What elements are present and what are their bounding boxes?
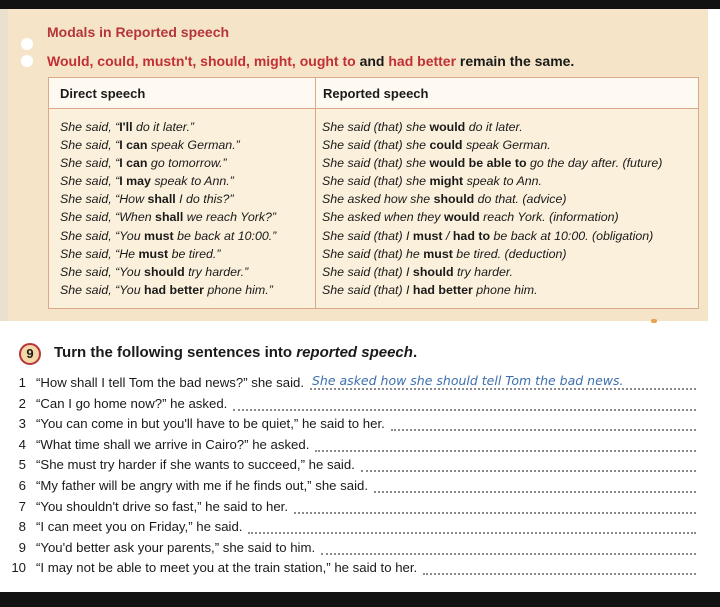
exercise-number-badge: 9 (19, 343, 41, 365)
table-row (49, 120, 698, 138)
modal-verb: I'll (119, 120, 133, 134)
table-row (49, 156, 698, 174)
item-number: 9 (18, 539, 26, 555)
direct-speech-cell: She said, “You must be back at 10:00.” (60, 228, 277, 243)
modal-verb: could (429, 138, 463, 153)
item-sentence: “She must try harder if she wants to succeed,” he said. (36, 457, 355, 473)
exercise-instruction: Turn the following sentences into reported speech. (54, 344, 418, 361)
modal-verb: must (412, 228, 443, 243)
item-sentence: “You can come in but you'll have to be quiet,” he said to her. (36, 416, 385, 432)
answer-line[interactable] (391, 429, 696, 431)
grammar-reference-box (8, 9, 708, 321)
item-sentence: “How shall I tell Tom the bad news?” she said. (36, 375, 305, 390)
modal-verb: might (429, 174, 464, 189)
bullet-icon (21, 38, 33, 50)
reported-speech-cell: She asked when they would reach York. (information) (322, 210, 619, 225)
modal-verb: must (138, 246, 169, 261)
answer-line[interactable] (321, 553, 696, 555)
direct-speech-cell: She said, “I'll do it later.” (60, 120, 195, 134)
modal-verb: would (429, 120, 466, 134)
reported-speech-cell: She said (that) she could speak German. (322, 138, 551, 153)
exercise-item (0, 395, 720, 416)
exercise-item (0, 477, 720, 498)
answer-line[interactable] (294, 512, 696, 514)
exercise-item (0, 518, 720, 539)
direct-speech-cell: She said, “You should try harder.” (60, 264, 249, 279)
item-number: 1 (18, 375, 26, 390)
modal-verb: had better (144, 282, 204, 297)
table-row (49, 138, 698, 156)
bottom-dark-border (0, 592, 720, 607)
direct-speech-cell: She said, “I may speak to Ann.” (60, 174, 234, 189)
exercise-item (0, 374, 720, 395)
reported-speech-cell: She said (that) he must be tired. (deduction) (322, 246, 567, 261)
handwritten-answer: She asked how she should tell Tom the bad news. (312, 373, 624, 388)
item-number: 5 (18, 457, 26, 473)
answer-line[interactable] (248, 532, 696, 534)
reported-speech-cell: She said (that) I should try harder. (322, 264, 513, 279)
modal-verb: must (144, 228, 174, 243)
modal-verb: should (433, 192, 475, 207)
modal-verb: should (144, 264, 185, 279)
table-row (49, 192, 698, 210)
table-row (49, 174, 698, 192)
modal-verb: I may (119, 174, 151, 189)
modal-verb: shall (147, 192, 176, 207)
table-header (49, 78, 698, 109)
reported-speech-cell: She asked how she should do that. (advice) (322, 192, 567, 207)
top-dark-border (0, 0, 720, 9)
table-row (49, 247, 698, 265)
item-number: 7 (18, 498, 26, 514)
modal-verb: had better (412, 282, 473, 297)
direct-speech-cell: She said, “He must be tired.” (60, 246, 221, 261)
reported-speech-cell: She said (that) she might speak to Ann. (322, 174, 542, 189)
modal-verb: had to (452, 228, 491, 243)
item-number: 3 (18, 416, 26, 432)
rule-segment: and (355, 53, 389, 69)
item-sentence: “What time shall we arrive in Cairo?” he asked. (36, 436, 310, 452)
item-sentence: “I may not be able to meet you at the train station,” he said to her. (36, 560, 418, 576)
header-direct-speech: Direct speech (60, 86, 146, 101)
rule-segment: remain the same. (456, 53, 575, 69)
direct-speech-cell: She said, “When shall we reach York?” (60, 210, 277, 225)
answer-line[interactable] (423, 573, 696, 575)
decorative-mark (651, 319, 657, 323)
reference-title: Modals in Reported speech (47, 24, 230, 40)
exercise-item (0, 539, 720, 560)
exercise-item (0, 436, 720, 457)
modal-verb: must (423, 246, 453, 261)
modals-table (48, 77, 699, 309)
modal-verb: I can (119, 138, 148, 153)
item-sentence: “Can I go home now?” he asked. (36, 395, 228, 411)
answer-line[interactable] (233, 409, 696, 411)
exercise-list (0, 374, 720, 580)
modal-verb: would (443, 210, 480, 225)
modal-verb: would be able to (429, 156, 527, 171)
exercise-item (0, 559, 720, 580)
table-row (49, 283, 698, 301)
answer-line[interactable] (315, 450, 696, 452)
direct-speech-cell: She said, “I can go tomorrow.” (60, 156, 227, 171)
table-row (49, 229, 698, 247)
reported-speech-cell: She said (that) she would do it later. (322, 120, 523, 134)
answer-line[interactable] (361, 470, 696, 472)
item-number: 2 (18, 395, 26, 411)
reference-rule (47, 53, 574, 69)
item-sentence: “You'd better ask your parents,” she said to him. (36, 539, 316, 555)
rule-segment: Would, could, mustn't, should, might, ought to (47, 53, 356, 69)
rule-segment: had better (388, 53, 457, 69)
exercise-item (0, 415, 720, 436)
direct-speech-cell: She said, “I can speak German.” (60, 138, 240, 153)
item-sentence: “I can meet you on Friday,” he said. (36, 519, 243, 535)
item-number: 6 (18, 477, 26, 493)
table-row (49, 265, 698, 283)
table-rows (49, 120, 698, 301)
table-row (49, 210, 698, 228)
direct-speech-cell: She said, “You had better phone him.” (60, 282, 273, 297)
header-reported-speech: Reported speech (323, 86, 429, 101)
bullet-icon (21, 55, 33, 67)
reported-speech-cell: She said (that) I must / had to be back at 10:00. (obligation) (322, 228, 654, 243)
modal-verb: shall (155, 210, 184, 225)
reported-speech-cell: She said (that) I had better phone him. (322, 282, 538, 297)
answer-line[interactable] (374, 491, 696, 493)
item-number: 4 (18, 436, 26, 452)
item-number: 10 (11, 560, 26, 576)
modal-verb: I can (119, 156, 148, 171)
exercise-item (0, 456, 720, 477)
direct-speech-cell: She said, “How shall I do this?” (60, 192, 234, 207)
modal-verb: should (412, 264, 454, 279)
page-edge (0, 9, 8, 321)
reported-speech-cell: She said (that) she would be able to go the day after. (future) (322, 156, 663, 171)
exercise-item (0, 498, 720, 519)
answer-line[interactable] (310, 388, 696, 390)
item-sentence: “My father will be angry with me if he finds out,” she said. (36, 477, 369, 493)
item-number: 8 (18, 519, 26, 535)
item-sentence: “You shouldn't drive so fast,” he said to her. (36, 498, 289, 514)
